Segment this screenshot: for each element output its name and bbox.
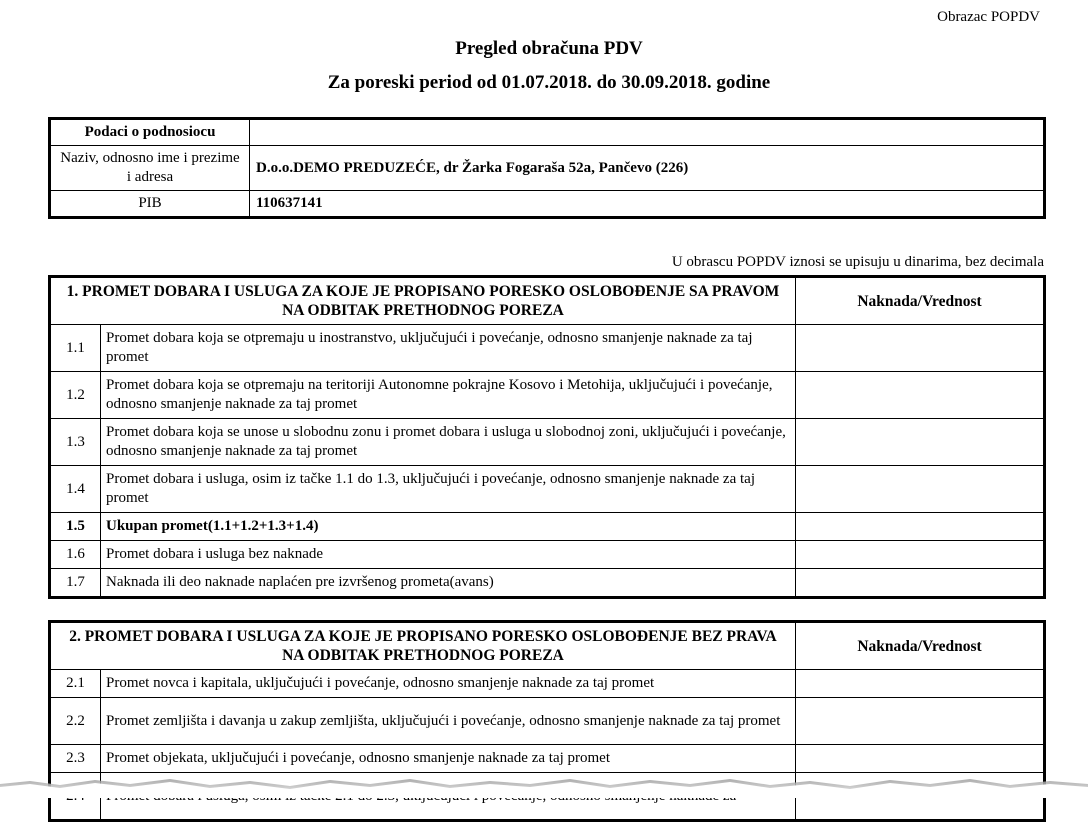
section-1-amount-header: Naknada/Vrednost [796,277,1045,325]
table-row [50,419,1045,466]
section-1-table [48,275,1046,599]
row-amount[interactable] [796,419,1045,466]
name-label: Naziv, odnosno ime i prezime i adresa [50,146,250,191]
table-row [50,466,1045,513]
currency-note: U obrascu POPDV iznosi se upisuju u dinarima, bez decimala [671,254,1044,270]
table-row [50,372,1045,419]
row-description: Promet objekata, uključujući i povećanje, odnosno smanjenje naknade za taj promet [101,745,796,773]
row-number: 2.2 [50,698,101,745]
row-number: 1.1 [50,325,101,372]
table-row-total [50,513,1045,541]
row-number: 1.5 [50,513,101,541]
row-amount[interactable] [796,698,1045,745]
row-amount[interactable] [796,745,1045,773]
table-row [50,698,1045,745]
row-amount[interactable] [796,513,1045,541]
row-amount[interactable] [796,466,1045,513]
form-code: Obrazac POPDV [937,9,1040,25]
section-2-amount-header: Naknada/Vrednost [796,622,1045,670]
document-title: Pregled obračuna PDV [455,38,643,59]
submitter-header-blank [250,119,1045,146]
row-amount[interactable] [796,670,1045,698]
table-row [50,745,1045,773]
submitter-header: Podaci o podnosiocu [50,119,250,146]
row-amount[interactable] [796,569,1045,598]
row-number: 2.3 [50,745,101,773]
table-row [50,569,1045,598]
row-number: 1.4 [50,466,101,513]
pib-label: PIB [50,191,250,218]
table-row [50,670,1045,698]
row-description: Naknada ili deo naknade naplaćen pre izvršenog prometa(avans) [101,569,796,598]
name-value: D.o.o.DEMO PREDUZEĆE, dr Žarka Fogaraša 52a, Pančevo (226) [250,146,1045,191]
tax-period: Za poreski period od 01.07.2018. do 30.09.2018. godine [327,72,771,93]
row-number: 1.7 [50,569,101,598]
row-number: 2.1 [50,670,101,698]
row-number: 1.6 [50,541,101,569]
row-description: Promet dobara koja se unose u slobodnu zonu i promet dobara i usluga u slobodnoj zoni, uključujući i povećanje, odnosno smanjenje naknade za taj promet [101,419,796,466]
row-description: Promet dobara i usluga, osim iz tačke 1.1 do 1.3, uključujući i povećanje, odnosno smanjenje naknade za taj promet [101,466,796,513]
section-2-title: 2. PROMET DOBARA I USLUGA ZA KOJE JE PROPISANO PORESKO OSLOBOĐENJE BEZ PRAVA NA ODBITAK PRETHODNOG POREZA [50,622,796,670]
row-number: 1.2 [50,372,101,419]
row-amount[interactable] [796,325,1045,372]
table-row [50,325,1045,372]
submitter-table [48,117,1046,219]
table-row [50,541,1045,569]
row-amount[interactable] [796,541,1045,569]
row-number: 1.3 [50,419,101,466]
row-description: Promet zemljišta i davanja u zakup zemljišta, uključujući i povećanje, odnosno smanjenje naknade za taj promet [101,698,796,745]
pib-value: 110637141 [250,191,1045,218]
row-description: Promet dobara koja se otpremaju na teritoriji Autonomne pokrajne Kosovo i Metohija, uključujući i povećanje, odnosno smanjenje naknade za taj promet [101,372,796,419]
row-description: Ukupan promet(1.1+1.2+1.3+1.4) [101,513,796,541]
row-description: Promet novca i kapitala, uključujući i povećanje, odnosno smanjenje naknade za taj promet [101,670,796,698]
row-description: Promet dobara i usluga bez naknade [101,541,796,569]
torn-edge [0,776,1088,798]
section-1-title: 1. PROMET DOBARA I USLUGA ZA KOJE JE PROPISANO PORESKO OSLOBOĐENJE SA PRAVOM NA ODBITAK PRETHODNOG POREZA [50,277,796,325]
row-amount[interactable] [796,372,1045,419]
row-description: Promet dobara koja se otpremaju u inostranstvo, uključujući i povećanje, odnosno smanjenje naknade za taj promet [101,325,796,372]
